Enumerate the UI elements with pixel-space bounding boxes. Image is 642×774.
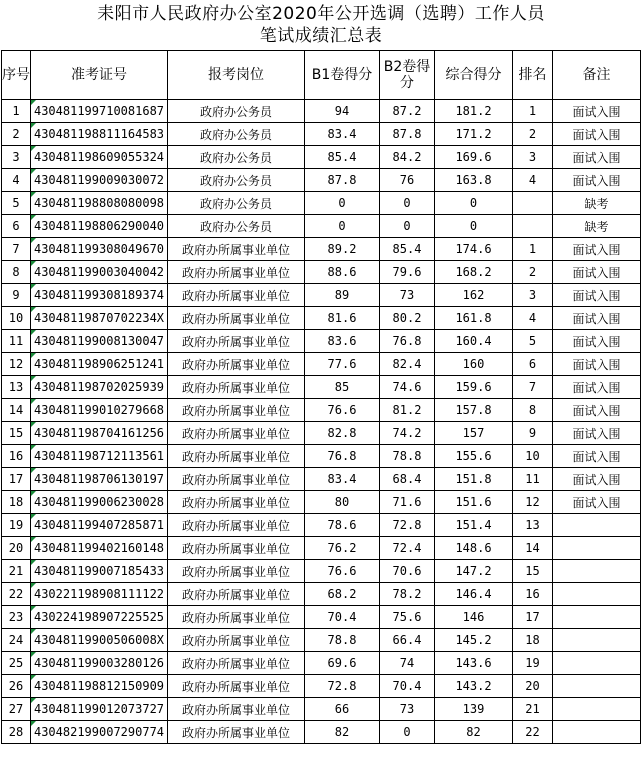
rank-cell: 7 xyxy=(513,376,553,399)
total-score-cell: 139 xyxy=(435,698,513,721)
total-score-cell: 143.2 xyxy=(435,675,513,698)
b2-score-cell: 74.6 xyxy=(380,376,435,399)
b1-score-cell: 82.8 xyxy=(305,422,380,445)
position-cell: 政府办所属事业单位 xyxy=(168,583,305,606)
seq-cell: 6 xyxy=(2,215,31,238)
position-cell: 政府办所属事业单位 xyxy=(168,560,305,583)
note-cell: 面试入围 xyxy=(553,100,641,123)
table-row xyxy=(2,192,641,215)
table-row xyxy=(2,146,641,169)
b1-score-cell: 87.8 xyxy=(305,169,380,192)
note-cell: 面试入围 xyxy=(553,491,641,514)
position-cell: 政府办所属事业单位 xyxy=(168,307,305,330)
b1-score-cell: 68.2 xyxy=(305,583,380,606)
note-cell xyxy=(553,537,641,560)
note-cell: 缺考 xyxy=(553,215,641,238)
ticket-cell: 430481199003280126 xyxy=(31,652,168,675)
seq-cell: 7 xyxy=(2,238,31,261)
b2-score-cell: 79.6 xyxy=(380,261,435,284)
seq-cell: 16 xyxy=(2,445,31,468)
rank-cell: 1 xyxy=(513,100,553,123)
note-cell: 面试入围 xyxy=(553,146,641,169)
b2-score-cell: 0 xyxy=(380,215,435,238)
note-cell: 面试入围 xyxy=(553,330,641,353)
b1-score-cell: 76.8 xyxy=(305,445,380,468)
seq-cell: 25 xyxy=(2,652,31,675)
rank-cell xyxy=(513,215,553,238)
position-cell: 政府办所属事业单位 xyxy=(168,491,305,514)
header-seq: 序号 xyxy=(2,51,31,100)
rank-cell: 17 xyxy=(513,606,553,629)
seq-cell: 22 xyxy=(2,583,31,606)
b1-score-cell: 94 xyxy=(305,100,380,123)
note-cell xyxy=(553,606,641,629)
rank-cell: 3 xyxy=(513,146,553,169)
position-cell: 政府办所属事业单位 xyxy=(168,721,305,744)
position-cell: 政府办公务员 xyxy=(168,215,305,238)
table-body xyxy=(2,100,641,744)
position-cell: 政府办所属事业单位 xyxy=(168,629,305,652)
note-cell: 面试入围 xyxy=(553,307,641,330)
table-row xyxy=(2,123,641,146)
note-cell xyxy=(553,652,641,675)
header-rank: 排名 xyxy=(513,51,553,100)
note-cell xyxy=(553,721,641,744)
b2-score-cell: 70.6 xyxy=(380,560,435,583)
b2-score-cell: 73 xyxy=(380,698,435,721)
table-row xyxy=(2,284,641,307)
b1-score-cell: 0 xyxy=(305,192,380,215)
total-score-cell: 163.8 xyxy=(435,169,513,192)
b1-score-cell: 78.6 xyxy=(305,514,380,537)
note-cell xyxy=(553,560,641,583)
ticket-cell: 430481198906251241 xyxy=(31,353,168,376)
total-score-cell: 151.6 xyxy=(435,491,513,514)
position-cell: 政府办所属事业单位 xyxy=(168,514,305,537)
table-row xyxy=(2,445,641,468)
note-cell: 面试入围 xyxy=(553,353,641,376)
rank-cell xyxy=(513,192,553,215)
total-score-cell: 168.2 xyxy=(435,261,513,284)
table-row xyxy=(2,330,641,353)
b2-score-cell: 74 xyxy=(380,652,435,675)
table-row xyxy=(2,261,641,284)
b2-score-cell: 87.2 xyxy=(380,100,435,123)
ticket-cell: 430481199012073727 xyxy=(31,698,168,721)
rank-cell: 5 xyxy=(513,330,553,353)
position-cell: 政府办所属事业单位 xyxy=(168,698,305,721)
position-cell: 政府办公务员 xyxy=(168,100,305,123)
position-cell: 政府办所属事业单位 xyxy=(168,376,305,399)
position-cell: 政府办所属事业单位 xyxy=(168,422,305,445)
total-score-cell: 160.4 xyxy=(435,330,513,353)
ticket-cell: 430482199007290774 xyxy=(31,721,168,744)
b2-score-cell: 78.2 xyxy=(380,583,435,606)
b2-score-cell: 75.6 xyxy=(380,606,435,629)
b1-score-cell: 66 xyxy=(305,698,380,721)
b1-score-cell: 83.4 xyxy=(305,468,380,491)
b1-score-cell: 70.4 xyxy=(305,606,380,629)
rank-cell: 11 xyxy=(513,468,553,491)
table-row xyxy=(2,307,641,330)
ticket-cell: 430481198811164583 xyxy=(31,123,168,146)
total-score-cell: 162 xyxy=(435,284,513,307)
b1-score-cell: 83.4 xyxy=(305,123,380,146)
table-row xyxy=(2,422,641,445)
b2-score-cell: 66.4 xyxy=(380,629,435,652)
b2-score-cell: 81.2 xyxy=(380,399,435,422)
b2-score-cell: 74.2 xyxy=(380,422,435,445)
b1-score-cell: 89 xyxy=(305,284,380,307)
b2-score-cell: 73 xyxy=(380,284,435,307)
rank-cell: 12 xyxy=(513,491,553,514)
total-score-cell: 146.4 xyxy=(435,583,513,606)
rank-cell: 15 xyxy=(513,560,553,583)
table-row xyxy=(2,514,641,537)
position-cell: 政府办所属事业单位 xyxy=(168,468,305,491)
seq-cell: 12 xyxy=(2,353,31,376)
total-score-cell: 143.6 xyxy=(435,652,513,675)
header-row xyxy=(2,51,641,100)
b1-score-cell: 89.2 xyxy=(305,238,380,261)
b1-score-cell: 85.4 xyxy=(305,146,380,169)
seq-cell: 27 xyxy=(2,698,31,721)
rank-cell: 6 xyxy=(513,353,553,376)
note-cell xyxy=(553,698,641,721)
seq-cell: 14 xyxy=(2,399,31,422)
total-score-cell: 151.8 xyxy=(435,468,513,491)
rank-cell: 18 xyxy=(513,629,553,652)
b2-score-cell: 76 xyxy=(380,169,435,192)
ticket-cell: 430481198609055324 xyxy=(31,146,168,169)
ticket-cell: 430481199402160148 xyxy=(31,537,168,560)
position-cell: 政府办所属事业单位 xyxy=(168,537,305,560)
table-row xyxy=(2,399,641,422)
table-row xyxy=(2,468,641,491)
rank-cell: 4 xyxy=(513,307,553,330)
seq-cell: 8 xyxy=(2,261,31,284)
ticket-cell: 430481199007185433 xyxy=(31,560,168,583)
title-line-2: 笔试成绩汇总表 xyxy=(259,26,383,46)
seq-cell: 1 xyxy=(2,100,31,123)
b2-score-cell: 72.4 xyxy=(380,537,435,560)
rank-cell: 9 xyxy=(513,422,553,445)
position-cell: 政府办所属事业单位 xyxy=(168,445,305,468)
note-cell: 面试入围 xyxy=(553,422,641,445)
score-table xyxy=(1,50,641,744)
ticket-cell: 430481199009030072 xyxy=(31,169,168,192)
seq-cell: 15 xyxy=(2,422,31,445)
rank-cell: 22 xyxy=(513,721,553,744)
seq-cell: 18 xyxy=(2,491,31,514)
seq-cell: 23 xyxy=(2,606,31,629)
header-ticket: 准考证号 xyxy=(31,51,168,100)
seq-cell: 11 xyxy=(2,330,31,353)
header-note: 备注 xyxy=(553,51,641,100)
rank-cell: 13 xyxy=(513,514,553,537)
title-line-1: 耒阳市人民政府办公室2020年公开选调（选聘）工作人员 xyxy=(97,4,545,24)
ticket-cell: 430481198706130197 xyxy=(31,468,168,491)
table-row xyxy=(2,652,641,675)
b2-score-cell: 0 xyxy=(380,192,435,215)
table-row xyxy=(2,537,641,560)
position-cell: 政府办所属事业单位 xyxy=(168,399,305,422)
table-row xyxy=(2,169,641,192)
note-cell: 面试入围 xyxy=(553,399,641,422)
seq-cell: 24 xyxy=(2,629,31,652)
b1-score-cell: 81.6 xyxy=(305,307,380,330)
position-cell: 政府办所属事业单位 xyxy=(168,675,305,698)
note-cell xyxy=(553,629,641,652)
rank-cell: 2 xyxy=(513,123,553,146)
b1-score-cell: 76.6 xyxy=(305,560,380,583)
note-cell: 面试入围 xyxy=(553,169,641,192)
note-cell xyxy=(553,583,641,606)
total-score-cell: 147.2 xyxy=(435,560,513,583)
total-score-cell: 159.6 xyxy=(435,376,513,399)
seq-cell: 4 xyxy=(2,169,31,192)
b2-score-cell: 70.4 xyxy=(380,675,435,698)
seq-cell: 5 xyxy=(2,192,31,215)
table-row xyxy=(2,675,641,698)
table-row xyxy=(2,606,641,629)
total-score-cell: 174.6 xyxy=(435,238,513,261)
b1-score-cell: 88.6 xyxy=(305,261,380,284)
position-cell: 政府办所属事业单位 xyxy=(168,353,305,376)
seq-cell: 13 xyxy=(2,376,31,399)
total-score-cell: 157.8 xyxy=(435,399,513,422)
table-row xyxy=(2,560,641,583)
seq-cell: 9 xyxy=(2,284,31,307)
b2-score-cell: 85.4 xyxy=(380,238,435,261)
ticket-cell: 430481198712113561 xyxy=(31,445,168,468)
note-cell: 面试入围 xyxy=(553,445,641,468)
total-score-cell: 155.6 xyxy=(435,445,513,468)
table-row xyxy=(2,583,641,606)
seq-cell: 2 xyxy=(2,123,31,146)
rank-cell: 14 xyxy=(513,537,553,560)
rank-cell: 4 xyxy=(513,169,553,192)
rank-cell: 16 xyxy=(513,583,553,606)
total-score-cell: 151.4 xyxy=(435,514,513,537)
b1-score-cell: 69.6 xyxy=(305,652,380,675)
position-cell: 政府办所属事业单位 xyxy=(168,652,305,675)
total-score-cell: 160 xyxy=(435,353,513,376)
b2-score-cell: 78.8 xyxy=(380,445,435,468)
ticket-cell: 430481198702025939 xyxy=(31,376,168,399)
total-score-cell: 0 xyxy=(435,192,513,215)
total-score-cell: 82 xyxy=(435,721,513,744)
position-cell: 政府办所属事业单位 xyxy=(168,330,305,353)
rank-cell: 1 xyxy=(513,238,553,261)
b2-score-cell: 68.4 xyxy=(380,468,435,491)
rank-cell: 3 xyxy=(513,284,553,307)
b1-score-cell: 77.6 xyxy=(305,353,380,376)
b2-score-cell: 71.6 xyxy=(380,491,435,514)
seq-cell: 3 xyxy=(2,146,31,169)
ticket-cell: 430481198812150909 xyxy=(31,675,168,698)
table-row xyxy=(2,376,641,399)
b1-score-cell: 82 xyxy=(305,721,380,744)
ticket-cell: 430481199010279668 xyxy=(31,399,168,422)
b2-score-cell: 80.2 xyxy=(380,307,435,330)
b2-score-cell: 72.8 xyxy=(380,514,435,537)
b1-score-cell: 0 xyxy=(305,215,380,238)
ticket-cell: 43048119870702234X xyxy=(31,307,168,330)
total-score-cell: 169.6 xyxy=(435,146,513,169)
b1-score-cell: 83.6 xyxy=(305,330,380,353)
total-score-cell: 148.6 xyxy=(435,537,513,560)
b1-score-cell: 78.8 xyxy=(305,629,380,652)
position-cell: 政府办公务员 xyxy=(168,169,305,192)
ticket-cell: 430481199003040042 xyxy=(31,261,168,284)
note-cell xyxy=(553,514,641,537)
position-cell: 政府办所属事业单位 xyxy=(168,261,305,284)
position-cell: 政府办公务员 xyxy=(168,192,305,215)
table-row xyxy=(2,215,641,238)
seq-cell: 19 xyxy=(2,514,31,537)
b2-score-cell: 84.2 xyxy=(380,146,435,169)
b2-score-cell: 87.8 xyxy=(380,123,435,146)
total-score-cell: 0 xyxy=(435,215,513,238)
seq-cell: 17 xyxy=(2,468,31,491)
b2-score-cell: 82.4 xyxy=(380,353,435,376)
note-cell: 面试入围 xyxy=(553,376,641,399)
note-cell: 缺考 xyxy=(553,192,641,215)
position-cell: 政府办公务员 xyxy=(168,123,305,146)
table-row xyxy=(2,698,641,721)
ticket-cell: 430481199407285871 xyxy=(31,514,168,537)
ticket-cell: 430481199008130047 xyxy=(31,330,168,353)
table-row xyxy=(2,100,641,123)
rank-cell: 8 xyxy=(513,399,553,422)
header-position: 报考岗位 xyxy=(168,51,305,100)
position-cell: 政府办所属事业单位 xyxy=(168,606,305,629)
note-cell: 面试入围 xyxy=(553,123,641,146)
b1-score-cell: 76.6 xyxy=(305,399,380,422)
total-score-cell: 161.8 xyxy=(435,307,513,330)
seq-cell: 28 xyxy=(2,721,31,744)
position-cell: 政府办所属事业单位 xyxy=(168,238,305,261)
position-cell: 政府办所属事业单位 xyxy=(168,284,305,307)
table-row xyxy=(2,353,641,376)
total-score-cell: 146 xyxy=(435,606,513,629)
position-cell: 政府办公务员 xyxy=(168,146,305,169)
ticket-cell: 430481198704161256 xyxy=(31,422,168,445)
ticket-cell: 430481199006230028 xyxy=(31,491,168,514)
document-title xyxy=(0,0,642,47)
seq-cell: 10 xyxy=(2,307,31,330)
rank-cell: 10 xyxy=(513,445,553,468)
ticket-cell: 430481198806290040 xyxy=(31,215,168,238)
total-score-cell: 145.2 xyxy=(435,629,513,652)
note-cell xyxy=(553,675,641,698)
seq-cell: 21 xyxy=(2,560,31,583)
total-score-cell: 181.2 xyxy=(435,100,513,123)
note-cell: 面试入围 xyxy=(553,261,641,284)
b2-score-cell: 0 xyxy=(380,721,435,744)
header-total: 综合得分 xyxy=(435,51,513,100)
total-score-cell: 171.2 xyxy=(435,123,513,146)
ticket-cell: 430481199710081687 xyxy=(31,100,168,123)
note-cell: 面试入围 xyxy=(553,468,641,491)
b1-score-cell: 72.8 xyxy=(305,675,380,698)
header-b1: B1卷得分 xyxy=(305,51,380,100)
table-row xyxy=(2,629,641,652)
ticket-cell: 430481198808080098 xyxy=(31,192,168,215)
rank-cell: 19 xyxy=(513,652,553,675)
table-row xyxy=(2,238,641,261)
rank-cell: 20 xyxy=(513,675,553,698)
b2-score-cell: 76.8 xyxy=(380,330,435,353)
ticket-cell: 430221198908111122 xyxy=(31,583,168,606)
note-cell: 面试入围 xyxy=(553,238,641,261)
header-b2: B2卷得分 xyxy=(380,51,435,100)
seq-cell: 26 xyxy=(2,675,31,698)
ticket-cell: 430481199308049670 xyxy=(31,238,168,261)
rank-cell: 21 xyxy=(513,698,553,721)
b1-score-cell: 76.2 xyxy=(305,537,380,560)
table-row xyxy=(2,721,641,744)
b1-score-cell: 85 xyxy=(305,376,380,399)
ticket-cell: 430224198907225525 xyxy=(31,606,168,629)
total-score-cell: 157 xyxy=(435,422,513,445)
ticket-cell: 430481199308189374 xyxy=(31,284,168,307)
b1-score-cell: 80 xyxy=(305,491,380,514)
seq-cell: 20 xyxy=(2,537,31,560)
rank-cell: 2 xyxy=(513,261,553,284)
table-row xyxy=(2,491,641,514)
note-cell: 面试入围 xyxy=(553,284,641,307)
ticket-cell: 43048119900506008X xyxy=(31,629,168,652)
